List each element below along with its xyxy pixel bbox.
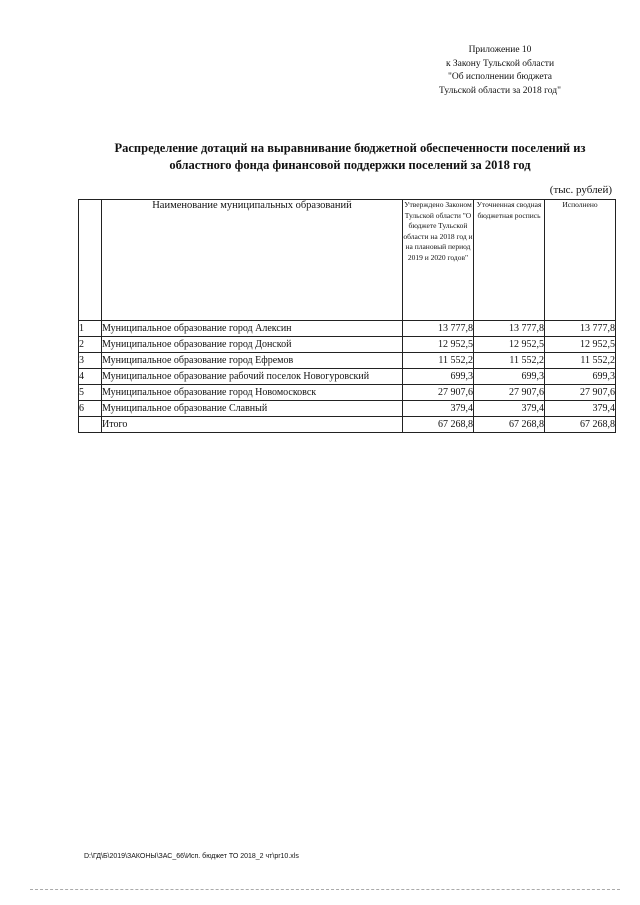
row-approved: 11 552,2 [403, 353, 474, 369]
table-row [79, 385, 616, 401]
row-number: 5 [79, 385, 102, 401]
row-executed: 379,4 [545, 401, 616, 417]
row-number: 6 [79, 401, 102, 417]
row-approved: 13 777,8 [403, 321, 474, 337]
row-name: Муниципальное образование Славный [102, 401, 403, 417]
bottom-divider [30, 889, 620, 890]
header-revised: Уточненная сводная бюджетная роспись [474, 200, 545, 321]
table-header-row [79, 200, 616, 321]
row-revised: 11 552,2 [474, 353, 545, 369]
row-approved: 12 952,5 [403, 337, 474, 353]
row-number: 4 [79, 369, 102, 385]
row-executed: 27 907,6 [545, 385, 616, 401]
row-revised: 27 907,6 [474, 385, 545, 401]
file-path-footer: D:\ГД\Б\2019\ЗАКОНЫ\ЗАС_66\Исп. бюджет ТО 2018_2 чт\pr10.xls [84, 853, 299, 860]
title-line-2: областного фонда финансовой поддержки поселений за 2018 год [169, 158, 531, 172]
row-approved: 699,3 [403, 369, 474, 385]
table-row [79, 401, 616, 417]
appendix-line: Приложение 10 [468, 45, 532, 55]
header-name: Наименование муниципальных образований [102, 200, 403, 321]
row-number: 1 [79, 321, 102, 337]
row-revised: 699,3 [474, 369, 545, 385]
subsidies-table [78, 199, 616, 433]
header-executed: Исполнено [545, 200, 616, 321]
table-row [79, 337, 616, 353]
row-revised: 13 777,8 [474, 321, 545, 337]
header-approved: Утверждено Законом Тульской области "О бюджете Тульской области на 2018 год и на плановый период 2019 и 2020 годов" [403, 200, 474, 321]
row-name: Муниципальное образование город Алексин [102, 321, 403, 337]
appendix-line: Тульской области за 2018 год" [439, 85, 561, 96]
appendix-line: к Закону Тульской области [445, 58, 555, 69]
row-name: Муниципальное образование город Донской [102, 337, 403, 353]
row-approved: 379,4 [403, 401, 474, 417]
table-row [79, 353, 616, 369]
row-executed: 11 552,2 [545, 353, 616, 369]
row-number: 3 [79, 353, 102, 369]
row-executed: 13 777,8 [545, 321, 616, 337]
total-revised: 67 268,8 [474, 417, 545, 433]
units-label: (тыс. рублей) [549, 184, 612, 196]
total-label: Итого [102, 417, 403, 433]
table-row [79, 369, 616, 385]
table-total-row [79, 417, 616, 433]
row-revised: 379,4 [474, 401, 545, 417]
row-name: Муниципальное образование рабочий поселок Новогуровский [102, 369, 403, 385]
row-approved: 27 907,6 [403, 385, 474, 401]
header-number [79, 200, 102, 321]
table-row [79, 321, 616, 337]
row-name: Муниципальное образование город Новомосковск [102, 385, 403, 401]
row-number: 2 [79, 337, 102, 353]
document-title [60, 140, 640, 174]
total-executed: 67 268,8 [545, 417, 616, 433]
title-line-1: Распределение дотаций на выравнивание бюджетной обеспеченности поселений из [114, 141, 586, 155]
row-revised: 12 952,5 [474, 337, 545, 353]
total-number [79, 417, 102, 433]
total-approved: 67 268,8 [403, 417, 474, 433]
row-name: Муниципальное образование город Ефремов [102, 353, 403, 369]
appendix-line: "Об исполнении бюджета [447, 72, 553, 82]
row-executed: 12 952,5 [545, 337, 616, 353]
row-executed: 699,3 [545, 369, 616, 385]
appendix-note [400, 44, 600, 98]
